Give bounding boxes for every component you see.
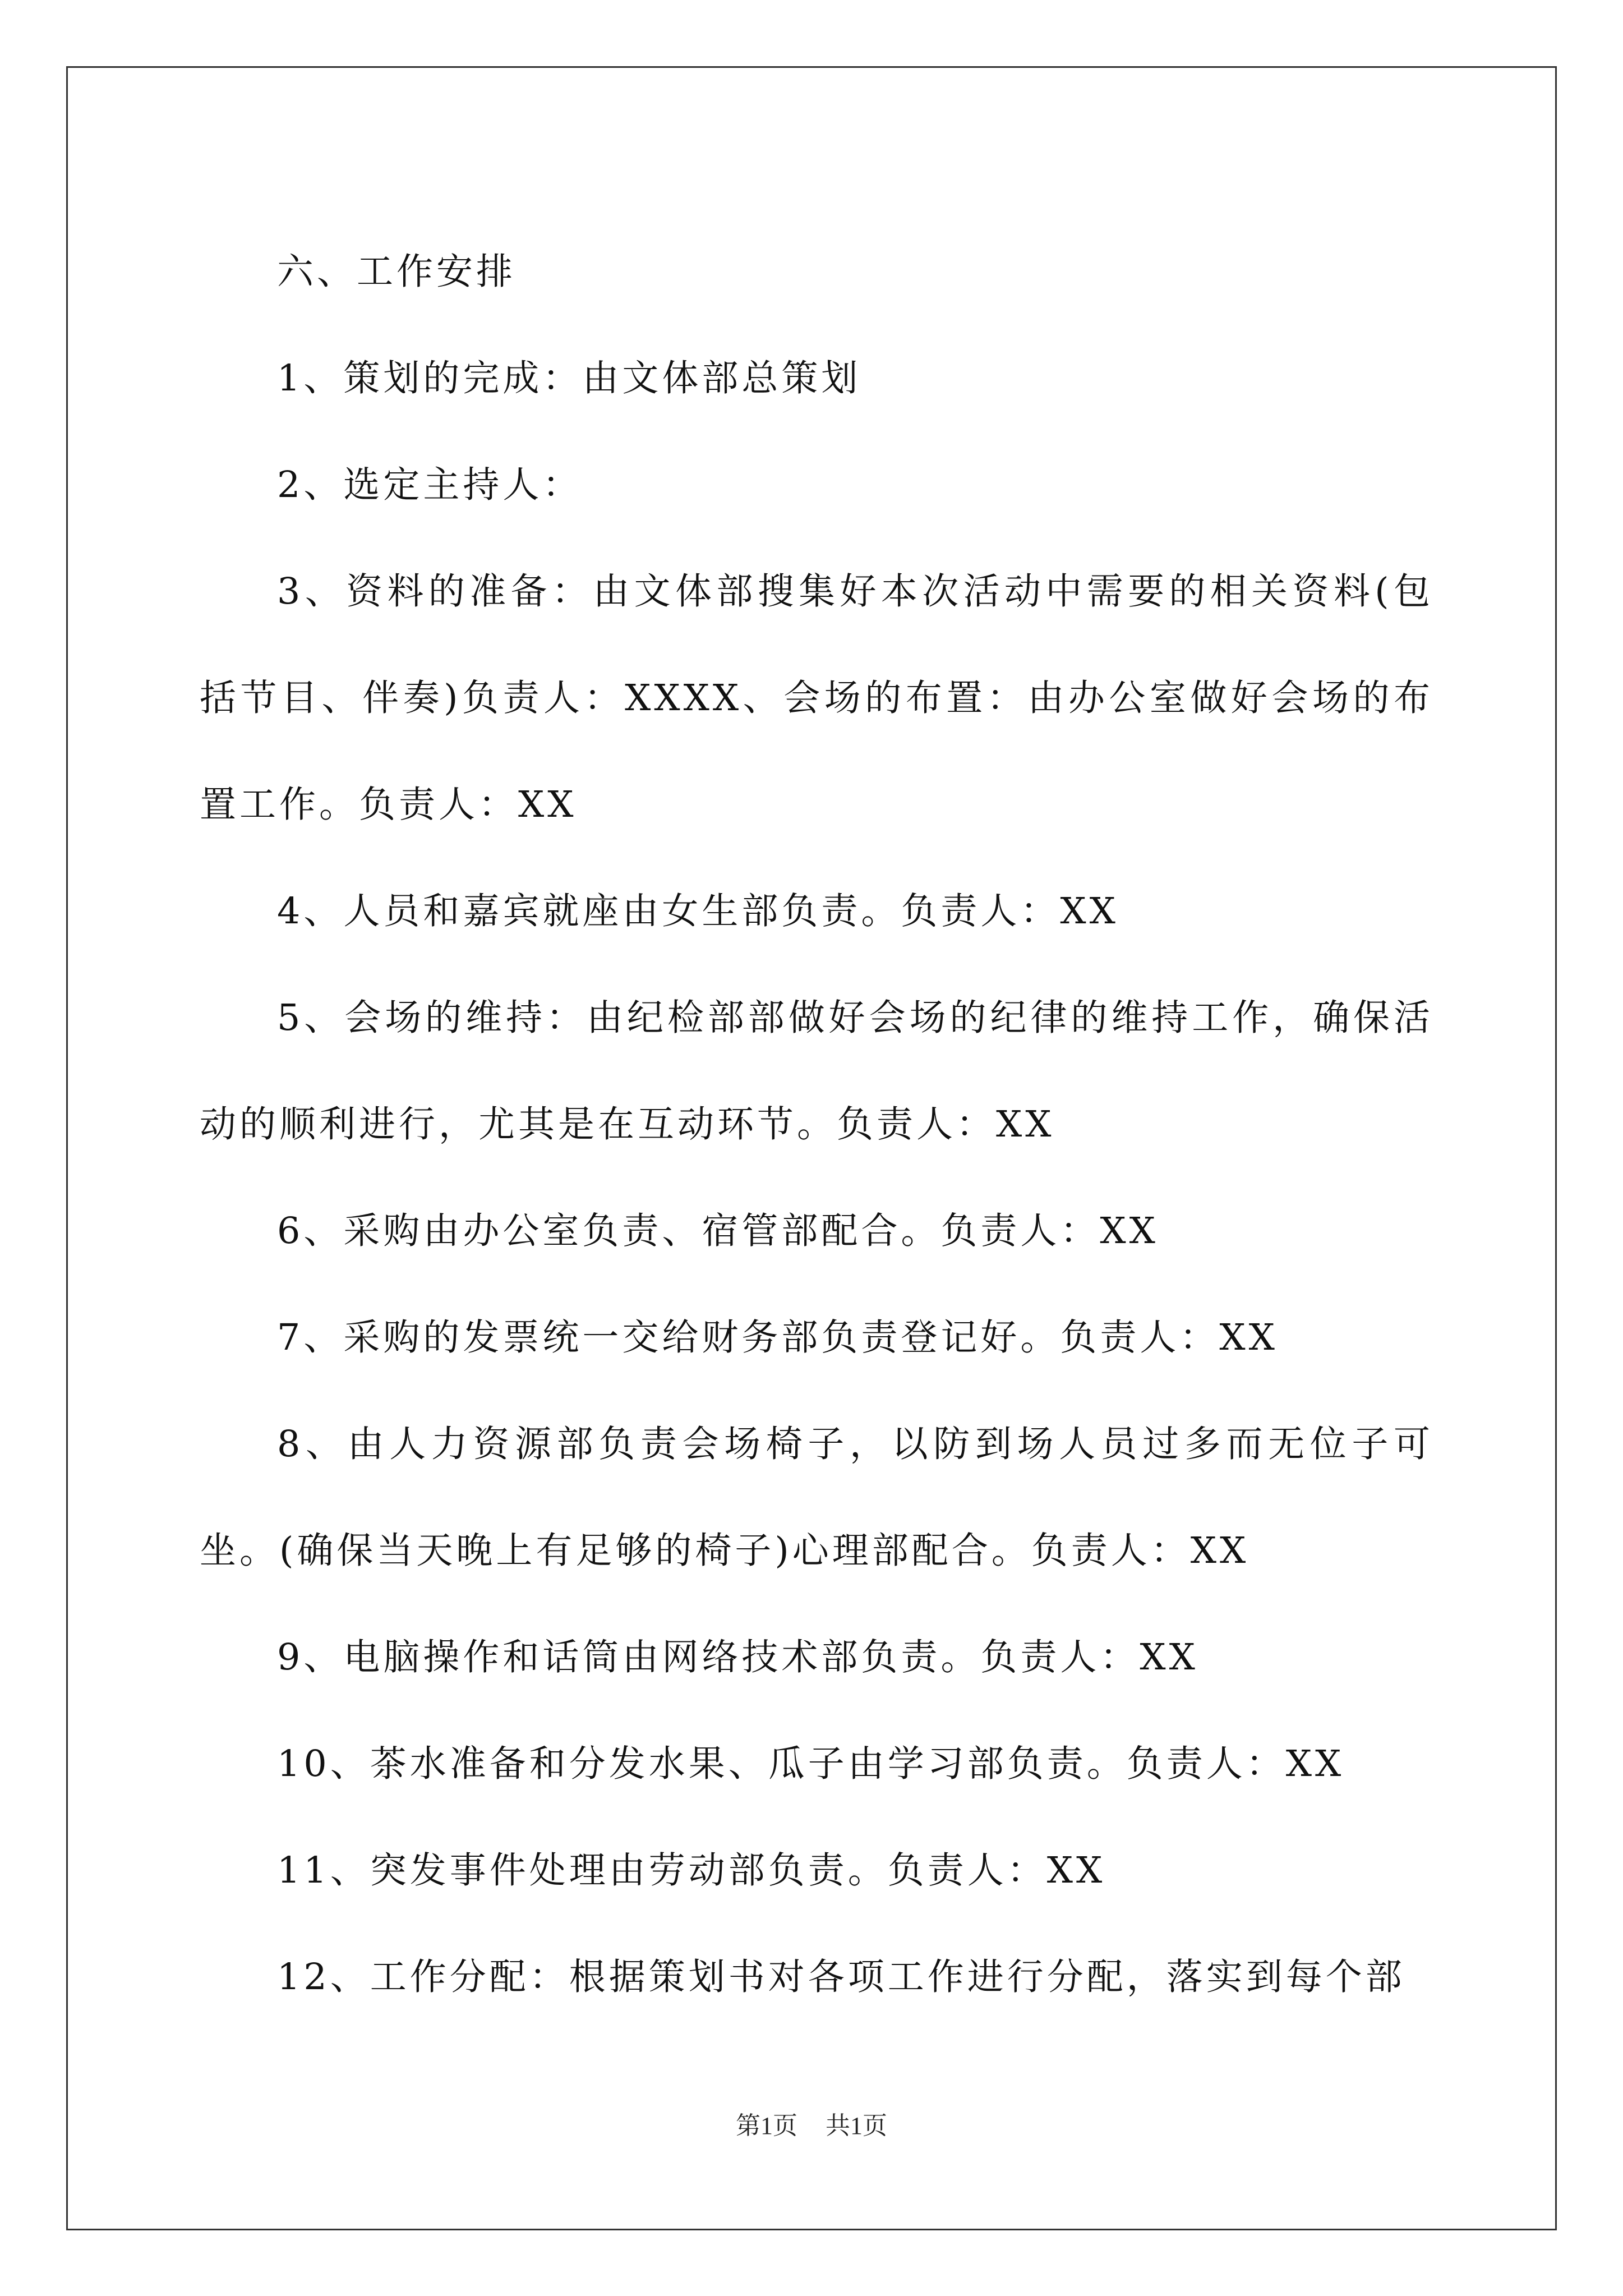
page-number-total: 共1页 [826, 2112, 887, 2139]
paragraph-section-heading: 六、工作安排 [277, 251, 517, 293]
page-footer [0, 2109, 1623, 2143]
paragraph-item-2: 2、选定主持人： [277, 464, 583, 506]
paragraph-item-8: 8、由人力资源部负责会场椅子，以防到场人员过多而无位子可坐。(确保当天晚上有足够的椅子)心理部配合。负责人：XX [200, 1423, 1433, 1572]
page-number-current: 第1页 [736, 2112, 797, 2139]
paragraph-item-4: 4、人员和嘉宾就座由女生部负责。负责人：XX [277, 890, 1119, 932]
paragraph-item-1: 1、策划的完成：由文体部总策划 [277, 357, 861, 399]
paragraph-item-9: 9、电脑操作和话筒由网络技术部负责。负责人：XX [277, 1636, 1198, 1678]
paragraph-item-11: 11、突发事件处理由劳动部负责。负责人：XX [277, 1849, 1106, 1892]
paragraph-item-10: 10、茶水准备和分发水果、瓜子由学习部负责。负责人：XX [277, 1743, 1345, 1785]
document-body [200, 219, 1433, 2031]
paragraph-item-6: 6、采购由办公室负责、宿管部配合。负责人：XX [277, 1210, 1159, 1252]
paragraph-item-12: 12、工作分配：根据策划书对各项工作进行分配，落实到每个部 [277, 1956, 1405, 1998]
paragraph-item-3: 3、资料的准备：由文体部搜集好本次活动中需要的相关资料(包括节目、伴奏)负责人：XXXX、会场的布置：由办公室做好会场的布置工作。负责人：XX [200, 570, 1433, 826]
paragraph-item-5: 5、会场的维持：由纪检部部做好会场的纪律的维持工作，确保活动的顺利进行，尤其是在互动环节。负责人：XX [200, 997, 1433, 1145]
paragraph-item-7: 7、采购的发票统一交给财务部负责登记好。负责人：XX [277, 1317, 1278, 1359]
